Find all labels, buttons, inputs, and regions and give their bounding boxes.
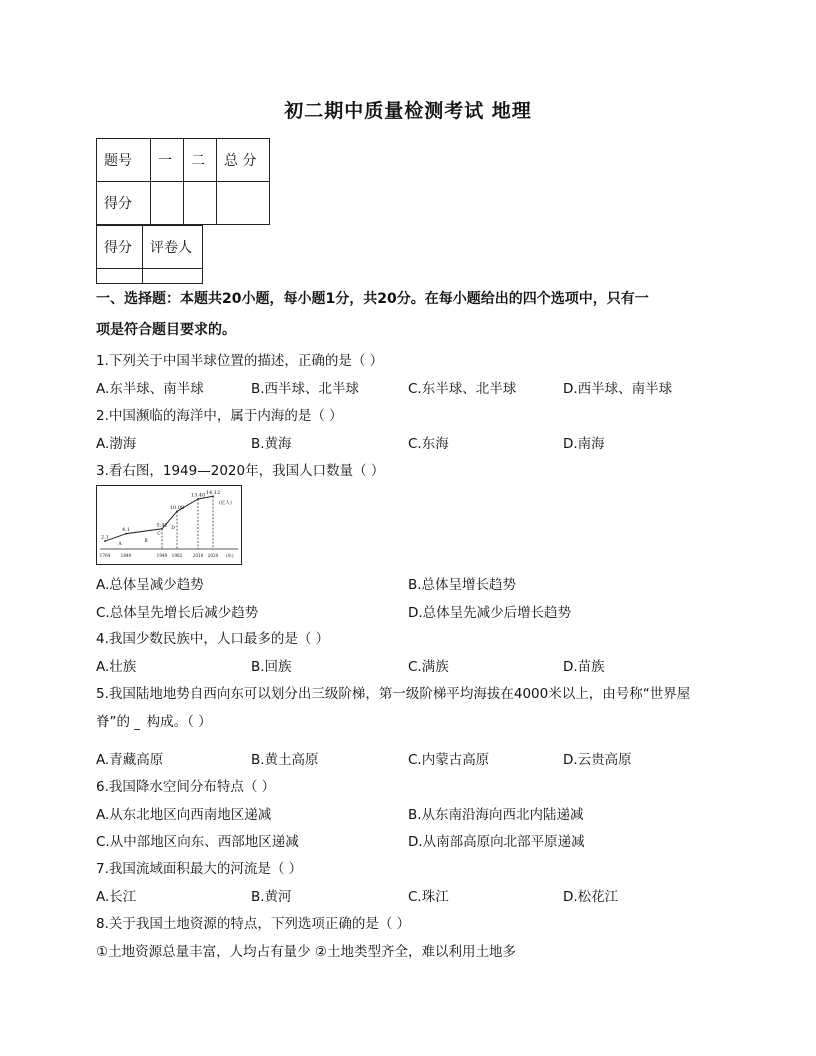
table-header-cell: 一: [151, 139, 184, 182]
q7-option-a[interactable]: A.长江: [96, 889, 137, 905]
q6-option-d[interactable]: D.从南部高原向北部平原递减: [408, 834, 585, 850]
q2-option-c[interactable]: C.东海: [408, 436, 449, 452]
data-label: 2.1: [101, 534, 109, 541]
score-cell[interactable]: [184, 182, 217, 225]
q4-option-d[interactable]: D.苗族: [563, 659, 605, 675]
question-5-stem: 5.我国陆地地势自西向东可以划分出三级阶梯，第一级阶梯平均海拔在4000米以上，由号称“世界屋: [96, 686, 691, 702]
q2-option-a[interactable]: A.渤海: [96, 436, 137, 452]
question-8-stem: 8.关于我国土地资源的特点，下列选项正确的是（ ）: [96, 916, 411, 932]
q7-option-d[interactable]: D.松花江: [563, 889, 619, 905]
table-row: [97, 269, 203, 284]
table-header-cell: 二: [184, 139, 217, 182]
answer-blank[interactable]: [134, 717, 140, 730]
q7-option-b[interactable]: B.黄河: [251, 889, 292, 905]
grader-name-cell[interactable]: [143, 269, 203, 284]
data-label: 13.40: [190, 492, 206, 499]
q1-option-b[interactable]: B.西半球、北半球: [251, 381, 360, 397]
segment-label: B: [144, 539, 148, 544]
q1-option-a[interactable]: A.东半球、南半球: [96, 381, 204, 397]
q7-option-c[interactable]: C.珠江: [408, 889, 449, 905]
q4-option-b[interactable]: B.回族: [251, 659, 292, 675]
question-7-stem: 7.我国流域面积最大的河流是（ ）: [96, 861, 303, 877]
population-chart: [96, 485, 242, 565]
chart-frame: [97, 486, 242, 565]
q3-option-c[interactable]: C.总体呈先增长后减少趋势: [96, 605, 259, 621]
q3-option-a[interactable]: A.总体呈减少趋势: [96, 577, 204, 593]
q3-option-b[interactable]: B.总体呈增长趋势: [408, 577, 517, 593]
score-table: [96, 138, 270, 225]
section-heading-cont: 项是符合题目要求的。: [96, 322, 236, 338]
question-4-stem: 4.我国少数民族中，人口最多的是（ ）: [96, 631, 330, 647]
data-label: 5.42: [156, 522, 168, 529]
grader-name-label: 评卷人: [143, 226, 203, 269]
data-label: 4.1: [122, 527, 130, 534]
score-cell[interactable]: [217, 182, 270, 225]
question-5-stem-part: 脊”的: [96, 714, 130, 730]
x-unit-label: (年): [226, 553, 234, 558]
q6-option-b[interactable]: B.从东南沿海向西北内陆递减: [408, 807, 584, 823]
tick-label: 2020: [207, 553, 219, 558]
q4-option-c[interactable]: C.满族: [408, 659, 449, 675]
tick-label: 1764: [99, 553, 111, 558]
q6-option-c[interactable]: C.从中部地区向东、西部地区递减: [96, 834, 299, 850]
q2-option-b[interactable]: B.黄海: [251, 436, 292, 452]
question-8-statements: ①土地资源总量丰富，人均占有量少 ②土地类型齐全，难以利用土地多: [96, 944, 516, 960]
q5-option-c[interactable]: C.内蒙古高原: [408, 752, 490, 768]
question-5-stem-cont: [96, 710, 212, 730]
segment-label: D: [171, 526, 175, 531]
q2-option-d[interactable]: D.南海: [563, 436, 605, 452]
q5-option-b[interactable]: B.黄土高原: [251, 752, 319, 768]
question-1-stem: 1.下列关于中国半球位置的描述，正确的是（ ）: [96, 353, 384, 369]
grader-score-cell[interactable]: [97, 269, 143, 284]
grader-table: [96, 225, 203, 284]
unit-label: (亿人): [219, 501, 232, 506]
q4-option-a[interactable]: A.壮族: [96, 659, 137, 675]
table-row: [97, 226, 203, 269]
q5-option-a[interactable]: A.青藏高原: [96, 752, 164, 768]
score-cell[interactable]: [151, 182, 184, 225]
q1-option-d[interactable]: D.西半球、南半球: [563, 381, 673, 397]
grader-score-label: 得分: [97, 226, 143, 269]
data-label: 10.08: [169, 504, 185, 511]
table-row-label: 得分: [97, 182, 151, 225]
question-5-stem-part: 构成。（ ）: [146, 714, 212, 730]
question-2-stem: 2.中国濒临的海洋中，属于内海的是（ ）: [96, 408, 343, 424]
tick-label: 1949: [156, 553, 168, 558]
table-row: [97, 139, 270, 182]
question-6-stem: 6.我国降水空间分布特点（ ）: [96, 779, 276, 795]
tick-label: 1982: [171, 553, 183, 558]
section-heading: 一、选择题：本题共20小题，每小题1分，共20分。在每小题给出的四个选项中，只有一: [96, 291, 649, 307]
table-row: [97, 182, 270, 225]
data-label: 14.12: [205, 489, 221, 496]
tick-label: 1840: [120, 553, 132, 558]
page-title: 初二期中质量检测考试 地理: [284, 100, 532, 122]
table-header-cell: 总 分: [217, 139, 270, 182]
segment-label: A: [118, 542, 122, 547]
q3-option-d[interactable]: D.总体呈先减少后增长趋势: [408, 605, 572, 621]
table-header-cell: 题号: [97, 139, 151, 182]
segment-label: C: [157, 532, 161, 537]
q5-option-d[interactable]: D.云贵高原: [563, 752, 632, 768]
tick-label: 2010: [192, 553, 204, 558]
q6-option-a[interactable]: A.从东北地区向西南地区递减: [96, 807, 272, 823]
q1-option-c[interactable]: C.东半球、北半球: [408, 381, 517, 397]
question-3-stem: 3.看右图，1949—2020年，我国人口数量（ ）: [96, 463, 385, 479]
